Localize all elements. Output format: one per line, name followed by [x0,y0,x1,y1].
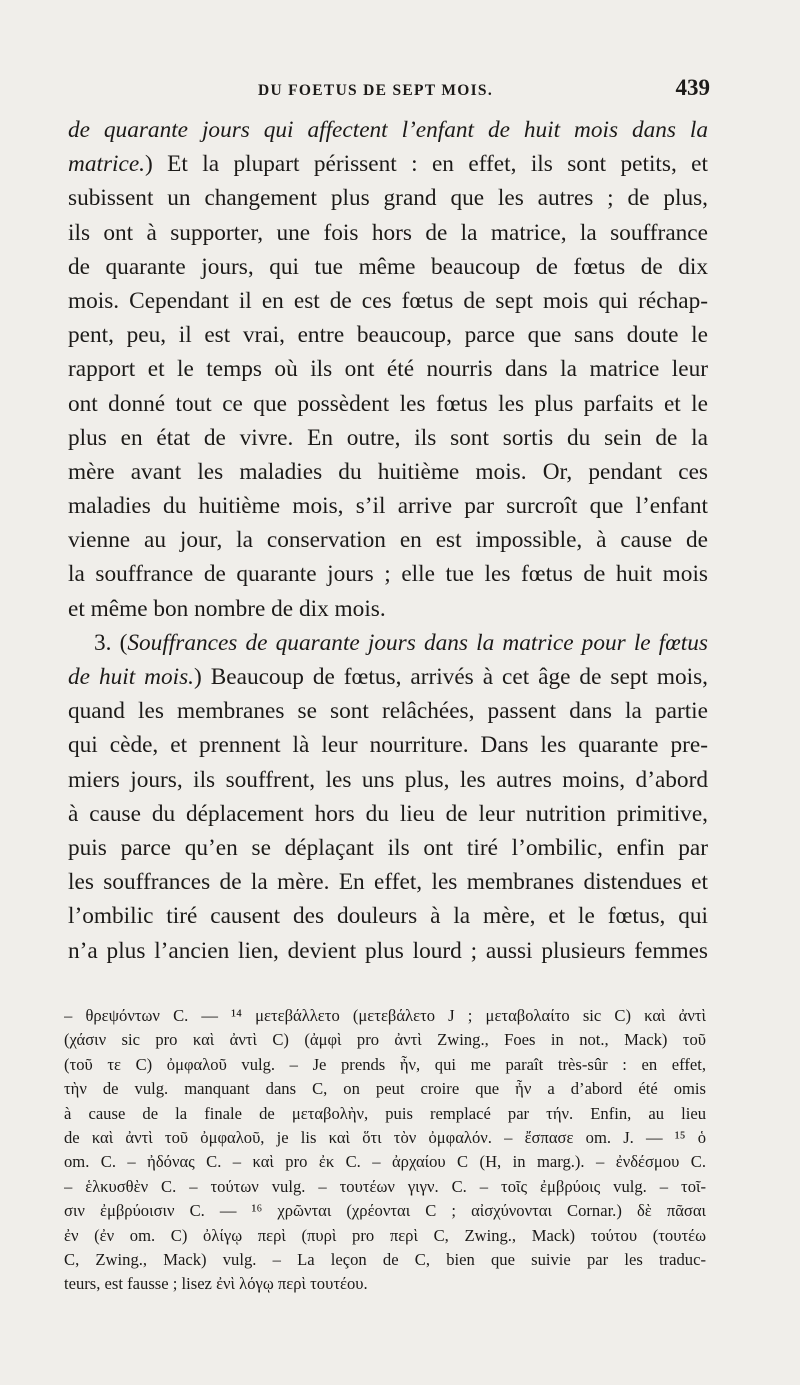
italic-span: de huit mois. [68,664,194,690]
text-line: mère avant les maladies du huitième mois. Or, pendant ces [68,458,708,485]
text-line: miers jours, ils souffrent, les uns plus, les autres moins, d’abord [68,766,708,793]
text-line: mois. Cependant il en est de ces fœtus de sept mois qui réchap- [68,287,708,314]
text-line: matrice.) Et la plupart périssent : en effet, ils sont petits, et [68,151,708,178]
main-text [68,113,708,968]
text-line: quand les membranes se sont relâchées, passent dans la partie [68,698,708,725]
text-line: à cause du déplacement hors du lieu de leur nutrition primitive, [68,800,708,827]
text-line: n’a plus l’ancien lien, devient plus lourd ; aussi plusieurs femmes [68,937,708,964]
text-line: de quarante jours, qui tue même beaucoup de fœtus de dix [68,253,708,280]
footnote-line: (τοῦ τε C) ὀμφαλοῦ vulg. – Je prends ἦν, qui me paraît très-sûr : en effet, [64,1054,706,1074]
footnote-line: τὴν de vulg. manquant dans C, on peut croire que ἦν a d’abord été omis [64,1079,706,1099]
footnote-line: ἐν (ἐν om. C) ὀλίγῳ περὶ (πυρὶ pro περὶ C, Zwing., Mack) τούτου (τουτέω [64,1225,706,1245]
text-line: et même bon nombre de dix mois. [68,595,386,622]
text-line: ont donné tout ce que possèdent les fœtus les plus parfaits et le [68,390,708,417]
text-line: puis parce qu’en se déplaçant ils ont tiré l’ombilic, enfin par [68,834,708,861]
text-line: subissent un changement plus grand que les autres ; de plus, [68,185,708,212]
italic-span: de quarante jours qui affectent l’enfant de huit mois dans la [68,117,708,143]
footnote-line: de καὶ ἀντὶ τοῦ ὀμφαλοῦ, je lis καὶ ὅτι τὸν ὀμφαλόν. – ἔσπασε om. J. — ¹⁵ ὁ [64,1127,706,1147]
text-line: les souffrances de la mère. En effet, les membranes distendues et [68,869,708,896]
italic-span: matrice. [68,151,145,178]
footnote-line: à cause de la finale de μεταβολὴν, puis remplacé par τήν. Enfin, au lieu [64,1103,706,1123]
text-line [68,113,708,147]
text-line: de huit mois.) Beaucoup de fœtus, arrivés à cet âge de sept mois, [68,664,708,690]
footnotes [64,1004,706,1297]
text-line: maladies du huitième mois, s’il arrive par surcroît que l’enfant [68,493,708,520]
footnote-line: (χάσιν sic pro καὶ ἀντὶ C) (ἀμφὶ pro ἀντὶ Zwing., Foes in not., Mack) τοῦ [64,1030,706,1050]
text-line: pent, peu, il est vrai, entre beaucoup, parce que sans doute le [68,322,708,349]
italic-span: Souffrances de quarante jours dans la matrice pour le fœtus [127,629,708,656]
running-title: DU FOETUS DE SEPT MOIS. [258,82,494,99]
text-line: ils ont à supporter, une fois hors de la matrice, la souffrance [68,219,708,246]
footnote-line: – θρεψόντων C. — ¹⁴ μετεβάλλετο (μετεβάλετο J ; μεταβολαίτο sic C) καὶ ἀντὶ [64,1006,706,1025]
section-heading-line: 3. (Souffrances de quarante jours dans la matrice pour le fœtus [94,629,708,656]
running-head [70,74,710,104]
text-line: vienne au jour, la conservation en est impossible, à cause de [68,527,708,554]
footnote-line: om. C. – ἠδόνας C. – καὶ pro ἐκ C. – ἀρχαίου C (H, in marg.). – ἐνδέσμου C. [64,1152,706,1172]
footnote-line: – ἑλκυσθὲν C. – τούτων vulg. – τουτέων γιγν. C. – τοῖς ἐμβρύοις vulg. – τοῖ- [64,1176,706,1196]
text-line: qui cède, et prennent là leur nourriture. Dans les quarante pre- [68,732,708,759]
footnote-line: σιν ἐμβρύοισιν C. — ¹⁶ χρῶνται (χρέονται C ; αἰσχύνονται Cornar.) δὲ πᾶσαι [64,1201,706,1221]
page-number: 439 [675,75,710,100]
text-line: l’ombilic tiré causent des douleurs à la mère, et le fœtus, qui [68,903,708,930]
text-line: plus en état de vivre. En outre, ils sont sortis du sein de la [68,424,708,451]
footnote-line: C, Zwing., Mack) vulg. – La leçon de C, bien que suivie par les traduc- [64,1249,706,1269]
footnote-line: teurs, est fausse ; lisez ἐνὶ λόγῳ περὶ τουτέου. [64,1274,368,1294]
text-line: rapport et le temps où ils ont été nourris dans la matrice leur [68,356,708,383]
text-line: la souffrance de quarante jours ; elle tue les fœtus de huit mois [68,561,708,588]
